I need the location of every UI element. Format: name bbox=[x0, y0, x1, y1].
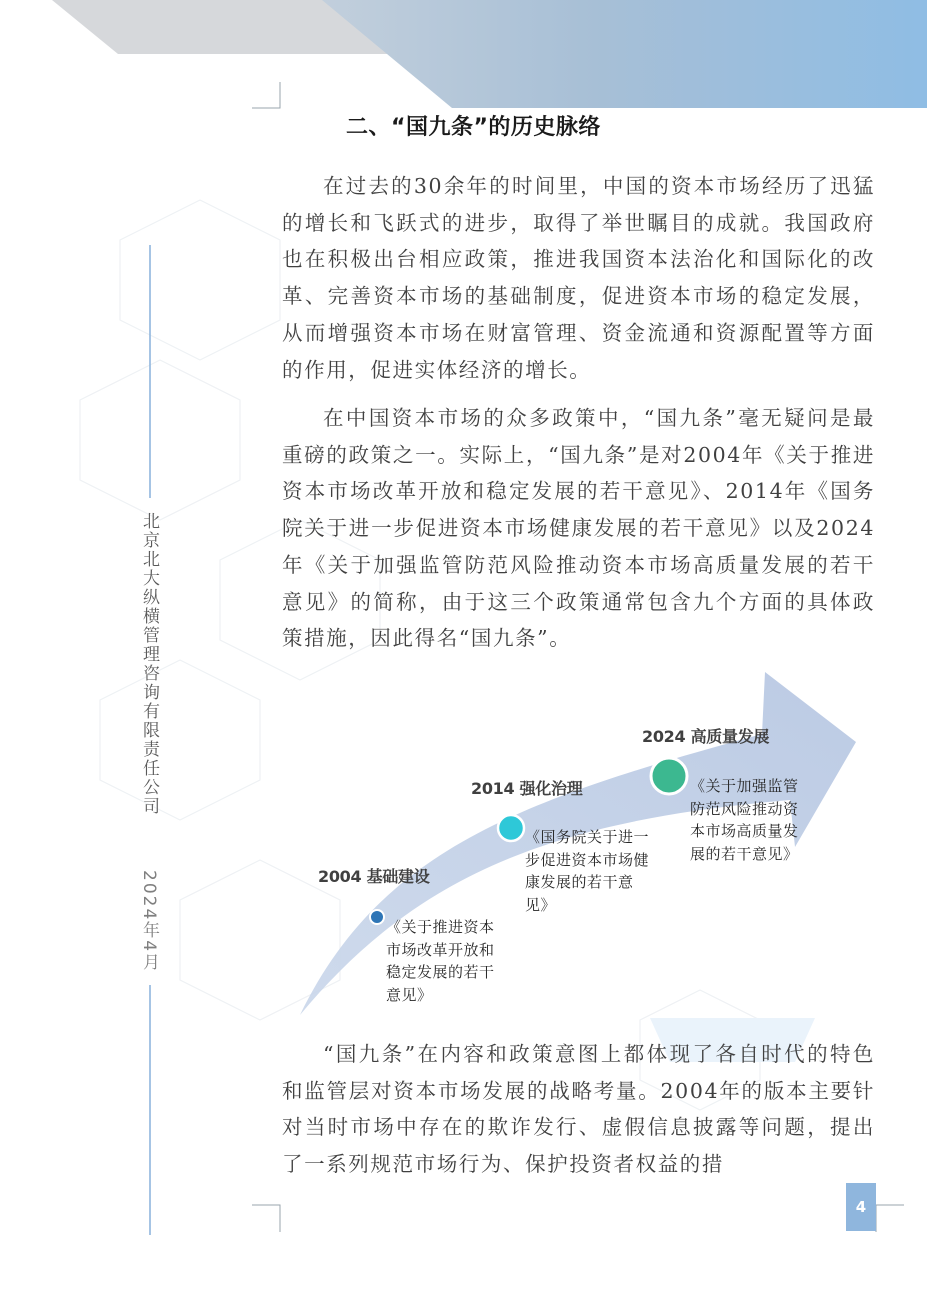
milestone-title-2004: 2004 基础建设 bbox=[318, 867, 430, 886]
milestone-dot-2024 bbox=[651, 758, 687, 794]
body-paragraph-2: 在中国资本市场的众多政策中，“国九条”毫无疑问是最重磅的政策之一。实际上，“国九条”是对2004年《关于推进资本市场改革开放和稳定发展的若干意见》、2014年《国务院关于进一步促进资本市场健康发展的若干意见》以及2024年《关于加强监管防范风险推动资本市场高质量发展的若干意见》的简称，由于这三个政策通常包含九个方面的具体政策措施，因此得名“国九条”。 bbox=[282, 406, 875, 651]
milestone-dot-2014 bbox=[498, 815, 524, 841]
milestone-dot-2004 bbox=[370, 910, 384, 924]
milestone-text-2024: 《关于加强监管防范风险推动资本市场高质量发展的若干意见》 bbox=[690, 777, 799, 863]
body-paragraph-3: “国九条”在内容和政策意图上都体现了各自时代的特色和监管层对资本市场发展的战略考量。2004年的版本主要针对当时市场中存在的欺诈发行、虚假信息披露等问题，提出了一系列规范市场行为、保护投资者权益的措 bbox=[282, 1042, 875, 1177]
body-paragraph-1: 在过去的30余年的时间里，中国的资本市场经历了迅猛的增长和飞跃式的进步，取得了举世瞩目的成就。我国政府也在积极出台相应政策，推进我国资本法治化和国际化的改革、完善资本市场的基础制度，促进资本市场的稳定发展，从而增强资本市场在财富管理、资金流通和资源配置等方面的作用，促进实体经济的增长。 bbox=[282, 174, 875, 382]
header-blue-band bbox=[322, 0, 927, 108]
section-title: 二、“国九条”的历史脉络 bbox=[346, 115, 601, 140]
milestone-title-2014: 2014 强化治理 bbox=[471, 779, 583, 798]
page-number: 4 bbox=[846, 1183, 876, 1231]
milestone-text-2004: 《关于推进资本市场改革开放和稳定发展的若干意见》 bbox=[386, 918, 495, 1004]
sidebar-company-name: 北京北大纵横管理咨询有限责任公司 bbox=[139, 512, 159, 816]
milestone-title-2024: 2024 高质量发展 bbox=[642, 727, 770, 746]
milestone-text-2014: 《国务院关于进一步促进资本市场健康发展的若干意见》 bbox=[525, 828, 650, 914]
sidebar-date: 2024年4月 bbox=[139, 870, 159, 973]
